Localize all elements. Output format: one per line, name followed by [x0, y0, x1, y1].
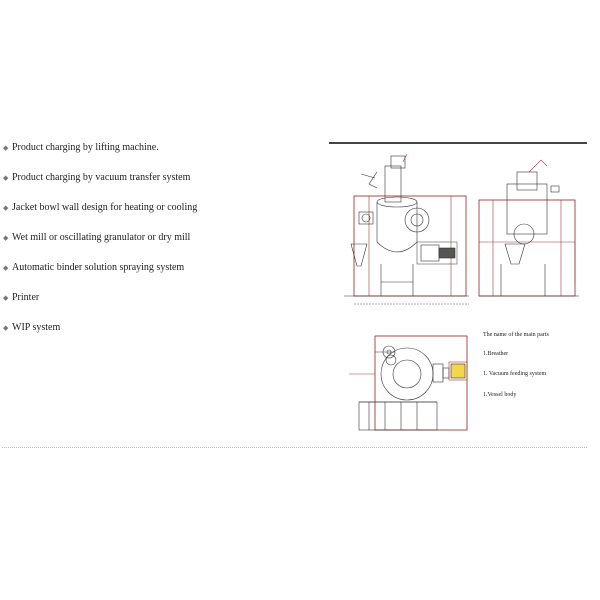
diamond-bullet-icon: ◆	[3, 204, 9, 212]
feature-item: ◆ Product charging by lifting machine.	[3, 142, 159, 153]
diamond-bullet-icon: ◆	[3, 144, 9, 152]
feature-item: ◆ WIP system	[3, 322, 61, 333]
parts-legend-item: 1. Vacuum feeding system	[483, 371, 547, 377]
feature-item: ◆ Printer	[3, 292, 40, 303]
diamond-bullet-icon: ◆	[3, 324, 9, 332]
parts-legend-item: 1.Vessel body	[483, 392, 517, 398]
feature-item: ◆ Product charging by vacuum transfer system	[3, 172, 191, 183]
parts-legend-title: The name of the main parts	[483, 332, 549, 338]
feature-item: ◆ Wet mill or oscillating granulator or dry mill	[3, 232, 191, 243]
diamond-bullet-icon: ◆	[3, 264, 9, 272]
side-view	[479, 160, 579, 296]
diamond-bullet-icon: ◆	[3, 234, 9, 242]
feature-list	[2, 141, 322, 351]
feature-item: ◆ Jacket bowl wall design for heating or cooling	[3, 202, 198, 213]
plan-view	[349, 336, 467, 430]
front-view	[344, 154, 469, 304]
diamond-bullet-icon: ◆	[3, 294, 9, 302]
bottom-divider	[2, 447, 587, 448]
diamond-bullet-icon: ◆	[3, 174, 9, 182]
technical-drawing	[329, 144, 587, 440]
parts-legend-item: 1.Breather	[483, 351, 509, 357]
feature-item: ◆ Automatic binder solution spraying system	[3, 262, 185, 273]
